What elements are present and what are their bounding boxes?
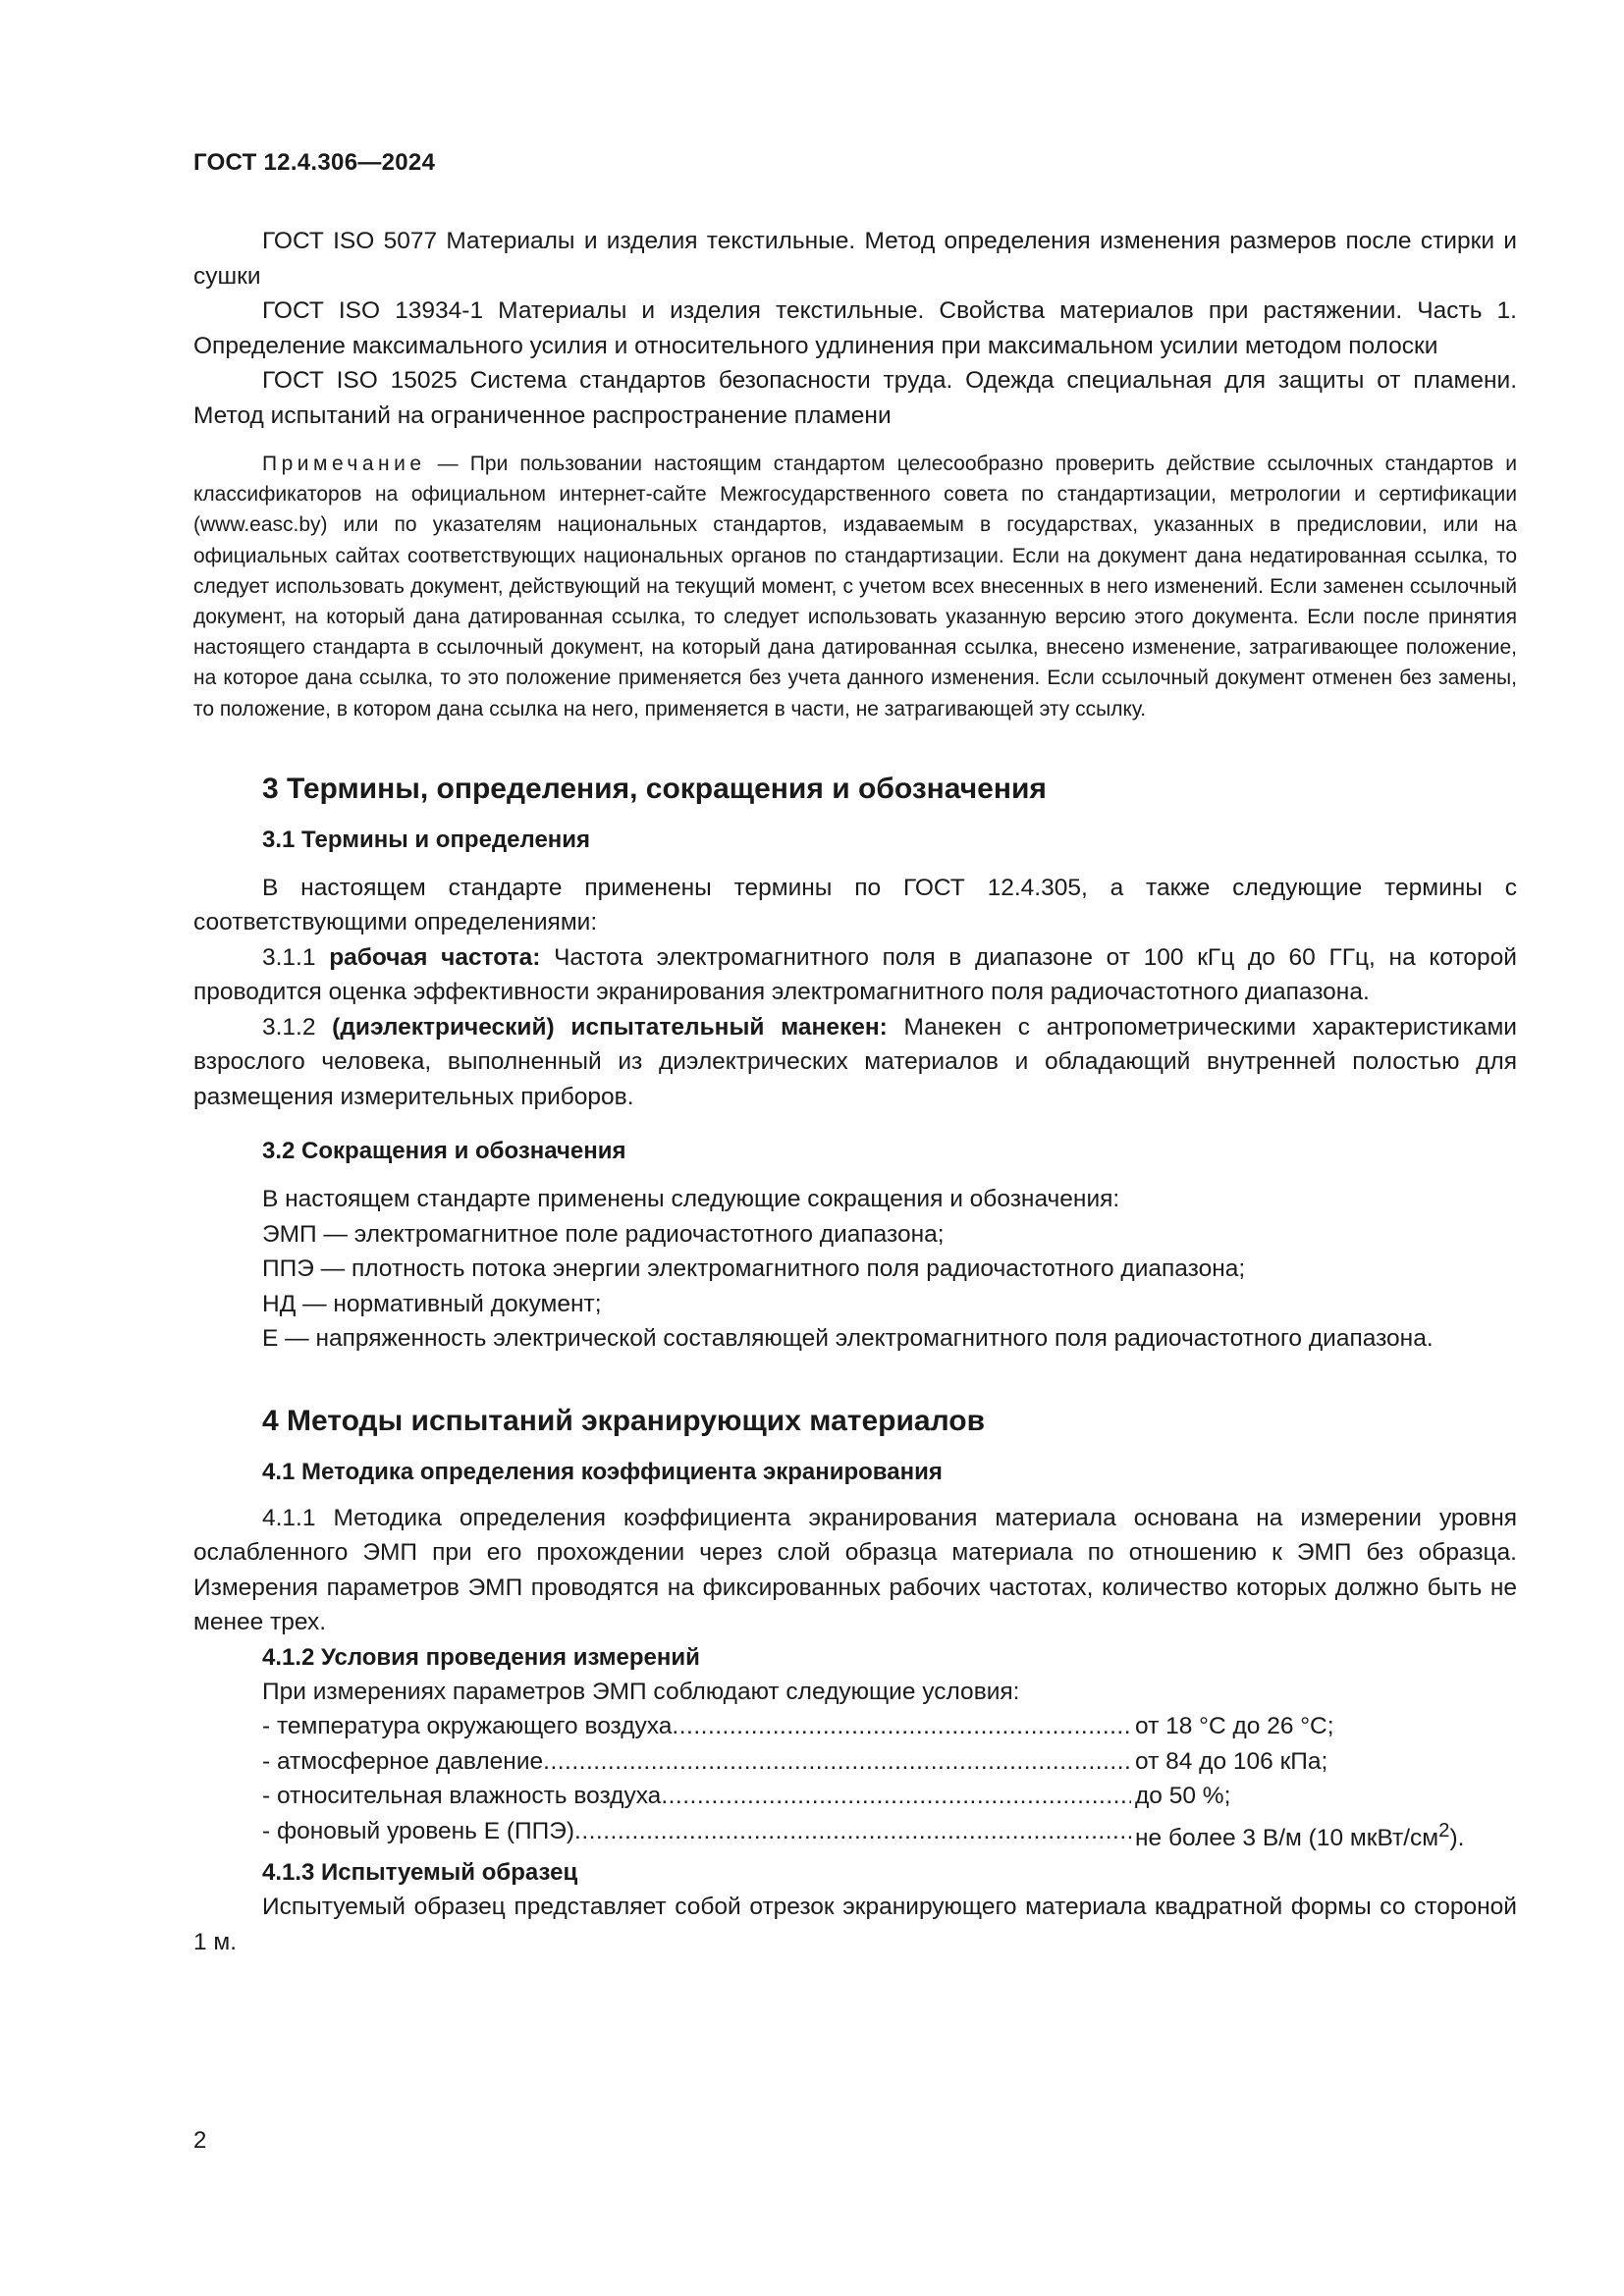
condition-label: - атмосферное давление	[262, 1747, 544, 1775]
reference-gost-iso-13934-1: ГОСТ ISO 13934-1 Материалы и изделия текстильные. Свойства материалов при растяжении. Часть 1. Определение максимального усилия и относительного удлинения при максимальном усилии методом полоски	[193, 297, 1517, 359]
leader-dots	[574, 1814, 1131, 1856]
condition-value-end: ).	[1449, 1824, 1465, 1851]
section-4-title: 4 Методы испытаний экранирующих материалов	[262, 1404, 986, 1437]
term-3-1-1	[193, 940, 1517, 1010]
condition-label: - фоновый уровень Е (ППЭ)	[262, 1817, 575, 1844]
note-paragraph	[193, 449, 1517, 724]
reference-gost-iso-15025: ГОСТ ISO 15025 Система стандартов безопасности труда. Одежда специальная для защиты от пламени. Метод испытаний на ограниченное распространение пламени	[193, 367, 1517, 429]
section-3-1-title: 3.1 Термины и определения	[262, 826, 591, 853]
term-definition: Манекен с антропометрическими характеристиками взрослого человека, выполненный из диэлектрических материалов и обладающий внутренней полостью для размещения измерительных приборов.	[193, 1013, 1517, 1110]
leader-dots	[543, 1744, 1131, 1780]
abbreviation-nd: НД — нормативный документ;	[262, 1290, 602, 1317]
condition-label: - температура окружающего воздуха	[262, 1713, 673, 1740]
term-name: (диэлектрический) испытательный манекен:	[332, 1013, 888, 1041]
condition-background-level	[262, 1814, 1517, 1856]
section-3-2-intro: В настоящем стандарте применены следующие сокращения и обозначения:	[262, 1186, 1120, 1213]
condition-humidity	[262, 1779, 1517, 1814]
section-3-1-intro: В настоящем стандарте применены термины по ГОСТ 12.4.305, а также следующие термины с соответствующими определениями:	[193, 874, 1517, 936]
condition-value-superscript: 2	[1438, 1819, 1450, 1842]
condition-pressure	[262, 1744, 1517, 1780]
conditions-intro: При измерениях параметров ЭМП соблюдают следующие условия:	[262, 1678, 1020, 1705]
page-content	[193, 224, 1517, 1959]
paragraph-4-1-1: 4.1.1 Методика определения коэффициента экранирования материала основана на измерении уровня ослабленного ЭМП при его прохождении через слой образца материала по отношению к ЭМП без образца. Измерения параметров ЭМП проводятся на фиксированных рабочих частотах, количество которых должно быть не менее трех.	[193, 1504, 1517, 1636]
abbreviation-emp: ЭМП — электромагнитное поле радиочастотного диапазона;	[262, 1220, 945, 1248]
condition-value: от 18 °С до 26 °С;	[1135, 1713, 1334, 1740]
page-number: 2	[193, 2127, 207, 2154]
term-name: рабочая частота:	[329, 943, 541, 971]
document-header: ГОСТ 12.4.306—2024	[193, 149, 436, 176]
section-4-1-2-title: 4.1.2 Условия проведения измерений	[262, 1643, 700, 1671]
note-label: Примечание	[262, 453, 426, 475]
leader-dots	[672, 1709, 1131, 1744]
note-text: — При пользовании настоящим стандартом целесообразно проверить действие ссылочных стандартов и классификаторов на официальном интернет-сайте Межгосударственного совета по стандартизации, метрологии и сертификации (www.easc.by) или по указателям национальных стандартов, издаваемым в государствах, указанных в предисловии, или на официальных сайтах соответствующих национальных органов по стандартизации. Если на документ дана недатированная ссылка, то следует использовать документ, действующий на текущий момент, с учетом всех внесенных в него изменений. Если заменен ссылочный документ, на который дана датированная ссылка, то следует использовать указанную версию этого документа. Если после принятия настоящего стандарта в ссылочный документ, на который дана датированная ссылка, внесено изменение, затрагивающее положение, на которое дана ссылка, то это положение применяется без учета данного изменения. Если ссылочный документ отменен без замены, то положение, в котором дана ссылка на него, применяется в части, не затрагивающей эту ссылку.	[193, 453, 1517, 721]
condition-temperature	[262, 1709, 1517, 1744]
condition-label: - относительная влажность воздуха	[262, 1783, 662, 1810]
condition-value-main: не более 3 В/м (10 мкВт/см	[1135, 1824, 1439, 1851]
condition-value	[1131, 1814, 1464, 1856]
term-number: 3.1.2	[262, 1013, 333, 1041]
leader-dots	[661, 1779, 1131, 1814]
paragraph-4-1-3: Испытуемый образец представляет собой отрезок экранирующего материала квадратной формы со стороной 1 м.	[193, 1894, 1517, 1955]
section-4-1-title: 4.1 Методика определения коэффициента экранирования	[262, 1458, 943, 1485]
section-3-title: 3 Термины, определения, сокращения и обозначения	[262, 772, 1047, 805]
abbreviation-e: Е — напряженность электрической составляющей электромагнитного поля радиочастотного диапазона.	[262, 1325, 1434, 1353]
reference-gost-iso-5077: ГОСТ ISO 5077 Материалы и изделия текстильные. Метод определения изменения размеров после стирки и сушки	[193, 228, 1517, 290]
term-3-1-2	[193, 1010, 1517, 1115]
term-definition: Частота электромагнитного поля в диапазоне от 100 кГц до 60 ГГц, на которой проводится оценка эффективности экранирования электромагнитного поля радиочастотного диапазона.	[193, 943, 1517, 1006]
condition-value: до 50 %;	[1135, 1783, 1231, 1810]
condition-value: от 84 до 106 кПа;	[1135, 1747, 1328, 1775]
section-4-1-3-title: 4.1.3 Испытуемый образец	[262, 1859, 578, 1887]
section-3-2-title: 3.2 Сокращения и обозначения	[262, 1138, 626, 1165]
abbreviation-ppe: ППЭ — плотность потока энергии электромагнитного поля радиочастотного диапазона;	[262, 1255, 1246, 1283]
term-number: 3.1.1	[262, 943, 330, 971]
